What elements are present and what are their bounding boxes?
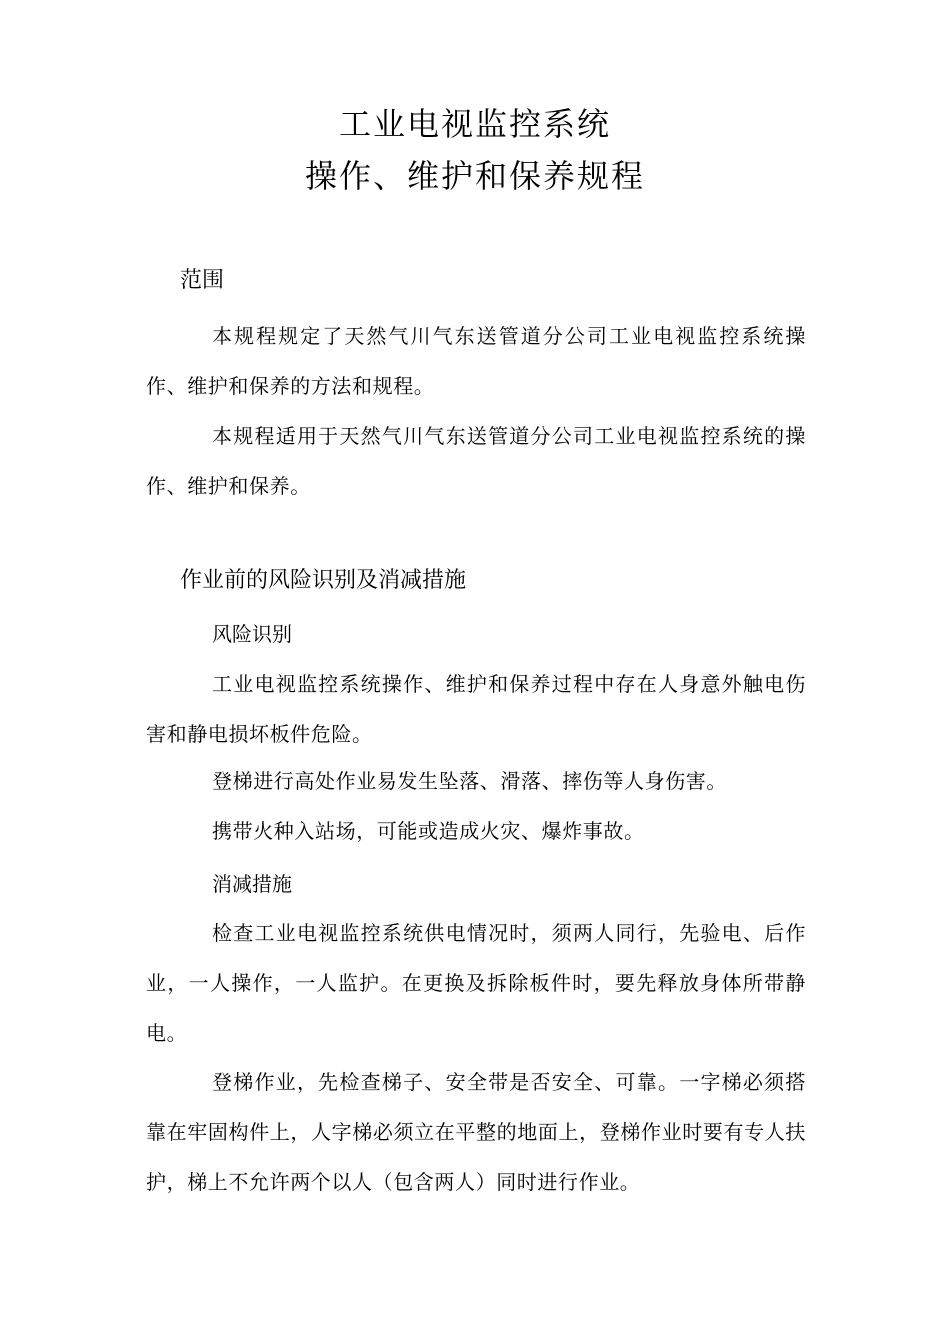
risk-paragraph-1: 工业电视监控系统操作、维护和保养过程中存在人身意外触电伤害和静电损坏板件危险。 [146, 672, 806, 746]
section-heading-risk: 作业前的风险识别及消减措施 [180, 568, 467, 593]
scope-paragraph-2: 本规程适用于天然气川气东送管道分公司工业电视监控系统的操作、维护和保养。 [146, 424, 806, 498]
risk-paragraph-3: 携带火种入站场，可能或造成火灾、爆炸事故。 [212, 819, 645, 843]
document-title-line1: 工业电视监控系统 [338, 105, 611, 143]
mitigation-paragraph-1: 检查工业电视监控系统供电情况时，须两人同行，先验电、后作业，一人操作，一人监护。在更换及拆除板件时，要先释放身体所带静电。 [146, 921, 806, 1045]
mitigation-paragraph-2: 登梯作业，先检查梯子、安全带是否安全、可靠。一字梯必须搭靠在牢固构件上，人字梯必须立在平整的地面上，登梯作业时要有专人扶护，梯上不允许两个以人（包含两人）同时进行作业。 [146, 1070, 806, 1194]
subheading-risk-identification: 风险识别 [212, 622, 292, 646]
section-heading-scope: 范围 [180, 268, 225, 293]
scope-paragraph-1: 本规程规定了天然气川气东送管道分公司工业电视监控系统操作、维护和保养的方法和规程。 [146, 324, 806, 398]
risk-paragraph-2: 登梯进行高处作业易发生坠落、滑落、摔伤等人身伤害。 [212, 769, 727, 793]
subheading-mitigation: 消减措施 [212, 872, 292, 896]
document-title-line2: 操作、维护和保养规程 [304, 157, 645, 195]
